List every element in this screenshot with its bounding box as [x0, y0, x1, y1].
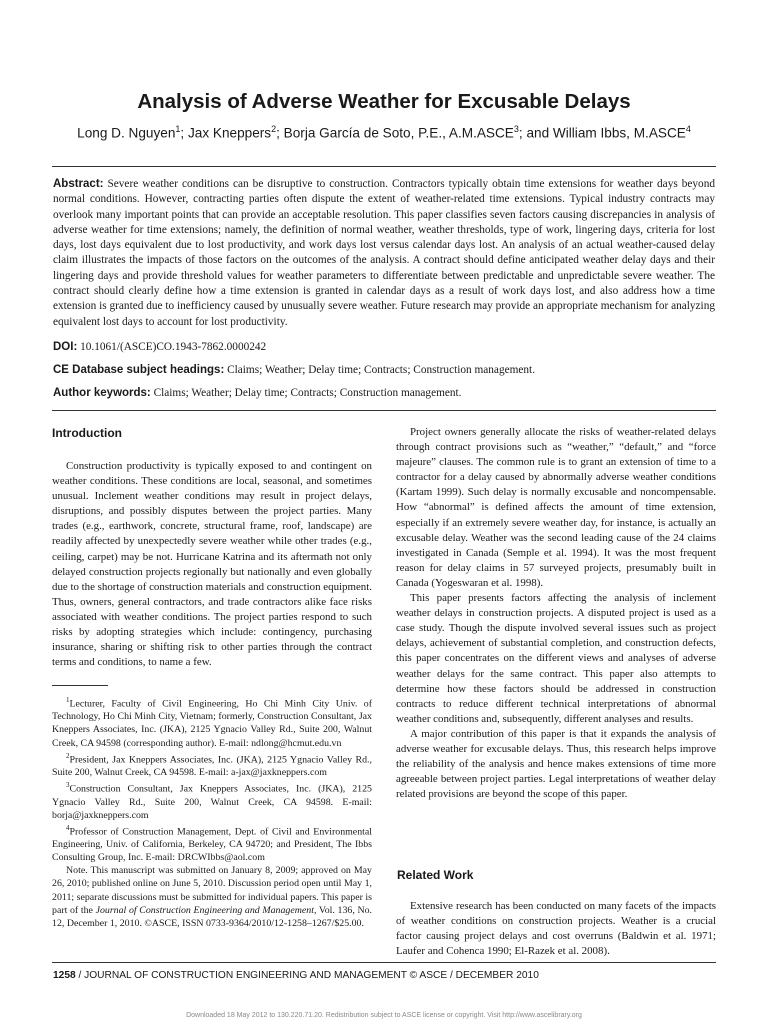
footnote-text: President, Jax Kneppers Associates, Inc. (JKA), 2125 Ygnacio Valley Rd., Suite 200, Walnut Creek, CA 94598. E-mail: a-jax@jaxkneppers.com [52, 753, 372, 779]
footnote-text: Lecturer, Faculty of Civil Engineering, Ho Chi Minh City Univ. of Technology, Ho Chi Minh City, Vietnam; formerly, Construction Consultant, Jax Kneppers Associates, Inc. (JKA), 2125 Ygnacio Valley Rd., Suite 200, Walnut Creek, CA 94598 (corresponding author). E-mail: ndlong@hcmut.edu.vn [52, 698, 372, 749]
body-paragraph: Project owners generally allocate the risks of weather-related delays through contract provisions such as “weather,” “default,” and “force majeure” clauses. The common rule is to grant an extension of time to a contractor for a delay caused by abnormally adverse weather conditions (Kartam 1999). Such delay is normally excusable and noncompensable. How “abnormal” is defined affects the amount of time extension, especially if an extremely severe weather day, for instance, is actually an excusable delay. Weather was the second leading cause of the 24 claims investigated in Canada (Semple et al. 1994). It was the most frequent reason for delay claims in 57 surveyed projects, presumably built in Canada (Yogeswaran et al. 1998). [396, 426, 716, 589]
keywords-value: Claims; Weather; Delay time; Contracts; Construction management. [153, 387, 462, 399]
left-column-body [52, 459, 372, 670]
manuscript-note: Note. This manuscript was submitted on January 8, 2009; approved on May 26, 2010; published online on June 5, 2010. Discussion period open until May 1, 2011; separate discussions must be submitted for individual papers. This paper is part of the Journal of Construction Engineering and Management, Vol. 136, No. 12, December 1, 2010. ©ASCE, ISSN 0733-9364/2010/12-1258–1267/$25.00. [52, 865, 372, 929]
right-column-body [396, 425, 716, 802]
author-separator: ; [276, 125, 284, 141]
ce-headings-line [53, 364, 715, 376]
footnote [52, 822, 372, 865]
author-affiliation-mark: 1 [175, 124, 181, 134]
body-paragraph: This paper presents factors affecting the analysis of inclement weather delays in construction projects. A disputed project is used as a case study. Though the dispute involved several issues such as project delays, achievement of substantial completion, and construction defects, this paper concentrates on the different views and analyses of adverse weather delays for the same contract. This paper also attempts to determine how these factors should be addressed in construction contracts to reduce different technical interpretations of abnormal weather conditions and, subsequently, different analyses and results. [396, 592, 716, 725]
keywords-line [53, 387, 715, 399]
author-affiliation-mark: 2 [271, 124, 277, 134]
footer-rule [52, 962, 716, 963]
header-rule [52, 166, 716, 167]
abstract-rule [52, 410, 716, 411]
footnote-mark: 4 [66, 823, 70, 832]
footnote-mark: 1 [66, 696, 70, 704]
doi-label: DOI: [53, 341, 78, 353]
footnote-rule [52, 685, 108, 686]
body-paragraph: A major contribution of this paper is that it expands the analysis of adverse weather for excusable delays. Thus, this research helps improve the reliability of the analysis and hence makes extensions of time more agreeable between project parties. Legal interpretations of weather delay related provisions are beyond the scope of this paper. [396, 727, 716, 801]
page-footer [53, 970, 539, 981]
author-name: Jax Kneppers [187, 125, 272, 141]
doi-line [53, 341, 715, 353]
author-separator: ; and [518, 125, 553, 141]
author-name: Long D. Nguyen [77, 125, 176, 141]
page-number: 1258 [53, 970, 76, 981]
author-name: Borja García de Soto, P.E., A.M.ASCE [283, 125, 514, 141]
footnote-text: Construction Consultant, Jax Kneppers Associates, Inc. (JKA), 2125 Ygnacio Valley Rd., Suite 200, Walnut Creek, CA 94598. E-mail: borja@jaxkneppers.com [52, 783, 372, 821]
section-heading-introduction: Introduction [52, 426, 122, 440]
footnote [52, 779, 372, 822]
footnotes [52, 694, 372, 930]
abstract [53, 177, 715, 330]
author-list [0, 124, 768, 141]
abstract-text: Severe weather conditions can be disruptive to construction. Contractors typically obtain time extensions for weather days beyond normal conditions. However, contracting parties often dispute the extent of weather-related time extensions. Typical industry contracts may overlook many important points that can provide an acceptable resolution. This paper classifies seven factors causing discrepancies in analysis of adverse weather for time extensions; namely, the definition of normal weather, weather thresholds, type of work, lingering days, criteria for lost days, lost days equivalent due to lost productivity, and work days lost versus calendar days lost. An analysis of an actual weather-caused delay claim illustrates the impacts of those factors on the outcomes of the analysis. A contract should define anticipated weather delay days and their lingering days and provide threshold values for weather parameters to differentiate between predictable and unpredictable severe weather. The contract should clearly define how a time extension is granted in calendar days as a result of work days lost, and also address how a time extension is granted due to inefficiency caused by unusually severe weather. Future research may provide an appropriate mechanism for analyzing equivalent lost days to account for lost productivity. [53, 178, 715, 328]
footnote [52, 694, 372, 750]
body-paragraph: Construction productivity is typically exposed to and contingent on weather conditions. These conditions are local, seasonal, and sometimes unusual. Inclement weather conditions may result in project delays, disruptions, and possibly disputes between the project parties. Many trades (e.g., earthwork, concrete, structural frame, roof, landscape) are readily affected by unexpectedly severe weather while other trades (e.g., ceiling, carpet) may be not. Hurricane Katrina and its aftermath not only delayed construction projects regionally but nationally and even globally due to the shortage of construction materials and construction equipment. Thus, owners, general contractors, and trade contractors alike face risks associated with weather conditions. The project parties respond to such risks by adopting strategies which include: contingency, purchasing insurance, sharing or shifting risk to other parties through the contract terms and conditions, to name a few. [52, 460, 372, 669]
section-heading-related-work: Related Work [397, 868, 474, 882]
author-separator: ; [180, 125, 188, 141]
author-affiliation-mark: 4 [685, 124, 691, 134]
related-work-body [396, 899, 716, 959]
abstract-label: Abstract: [53, 178, 104, 190]
ce-headings-label: CE Database subject headings: [53, 364, 225, 376]
author-name: William Ibbs, M.ASCE [552, 125, 686, 141]
body-paragraph: Extensive research has been conducted on many facets of the impacts of weather conditions on construction projects. Weather is a crucial factor causing project delays and cost overruns (Baldwin et al. 1971; Laufer and Cohenca 1990; El-Razek et al. 2008). [396, 900, 716, 958]
journal-name: Journal of Construction Engineering and Management [95, 904, 314, 916]
footnote-mark: 2 [66, 751, 70, 760]
keywords-label: Author keywords: [53, 387, 151, 399]
page-title: Analysis of Adverse Weather for Excusable Delays [137, 90, 631, 113]
footnote-text: Professor of Construction Management, Dept. of Civil and Environmental Engineering, Univ. of California, Berkeley, CA 94720; and President, The Ibbs Consulting Group, Inc. E-mail: DRCWIbbs@aol.com [52, 826, 372, 864]
doi-value[interactable]: 10.1061/(ASCE)CO.1943-7862.0000242 [80, 341, 267, 353]
download-notice: Downloaded 18 May 2012 to 130.220.71.20. Redistribution subject to ASCE license or copyright. Visit http://www.ascelibrary.org [186, 1012, 582, 1019]
footnote [52, 750, 372, 779]
author-affiliation-mark: 3 [513, 124, 519, 134]
footnote-mark: 3 [66, 781, 70, 790]
footer-journal: / JOURNAL OF CONSTRUCTION ENGINEERING AND MANAGEMENT © ASCE / DECEMBER 2010 [75, 970, 539, 981]
ce-headings-value: Claims; Weather; Delay time; Contracts; Construction management. [227, 364, 536, 376]
